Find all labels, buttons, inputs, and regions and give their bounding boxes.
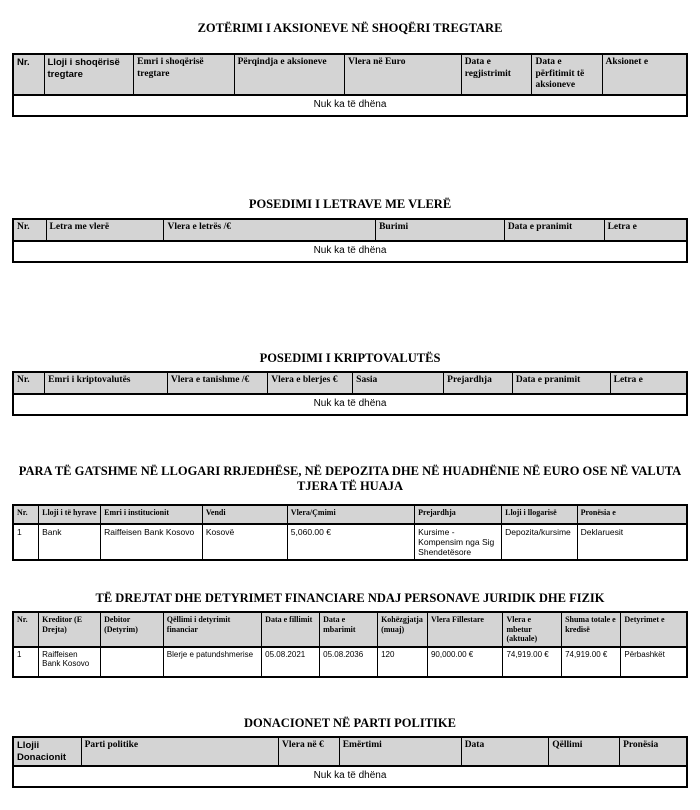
column-header-political-party: Parti politike: [81, 737, 278, 766]
header-row: [13, 612, 687, 647]
table-shares: [12, 53, 688, 117]
cell-debtor: [101, 647, 164, 677]
column-header-initial-value: Vlera Fillestare: [427, 612, 502, 647]
column-header-ownership: Pronësia: [620, 737, 687, 766]
no-data-cell: Nuk ka të dhëna: [13, 394, 687, 415]
column-header-donation-type: Llojii Donacionit: [13, 737, 81, 766]
table-securities: [12, 218, 688, 263]
cell-obligations: Përbashkët: [621, 647, 687, 677]
table-row: [13, 524, 687, 560]
column-header-total-credit: Shuma totale e kredisë: [562, 612, 621, 647]
column-header-end-date: Data e mbarimit: [320, 612, 378, 647]
no-data-row: [13, 766, 687, 787]
column-header-security-value: Vlera e letrës /€: [164, 219, 376, 241]
column-header-nr: Nr.: [13, 612, 39, 647]
column-header-account-type: Lloji i llogarisë: [502, 505, 577, 524]
column-header-nr: Nr.: [13, 54, 44, 95]
table-cash: [12, 504, 688, 561]
cell-total-credit: 74,919.00 €: [562, 647, 621, 677]
column-header-receipt-date: Data e pranimit: [512, 372, 610, 394]
column-header-current-value: Vlera e tanishme /€: [167, 372, 267, 394]
column-header-nr: Nr.: [13, 219, 46, 241]
column-header-value-euro: Vlera në Euro: [345, 54, 462, 95]
no-data-row: [13, 241, 687, 262]
column-header-quantity: Sasia: [353, 372, 444, 394]
column-header-purpose: Qëllimi: [549, 737, 620, 766]
header-row: [13, 54, 687, 95]
no-data-row: [13, 394, 687, 415]
column-header-income-type: Lloji i të hyrave: [39, 505, 101, 524]
cell-start-date: 05.08.2021: [262, 647, 320, 677]
table-liabilities: [12, 611, 688, 678]
column-header-nr: Nr.: [13, 372, 45, 394]
section-title-shares: ZOTËRIMI I AKSIONEVE NË SHOQËRI TREGTARE: [197, 21, 503, 35]
column-header-designation: Emërtimi: [339, 737, 461, 766]
no-data-cell: Nuk ka të dhëna: [13, 95, 687, 116]
cell-country: Kosovë: [202, 524, 287, 560]
cell-nr: 1: [13, 647, 39, 677]
column-header-debtor: Debitor (Detyrim): [101, 612, 164, 647]
cell-income-type: Bank: [39, 524, 101, 560]
column-header-crypto-name: Emri i kriptovalutës: [45, 372, 168, 394]
column-header-country: Vendi: [202, 505, 287, 524]
cell-end-date: 05.08.2036: [320, 647, 378, 677]
column-header-start-date: Data e fillimit: [262, 612, 320, 647]
column-header-origin: Prejardhja: [444, 372, 513, 394]
section-title-donations: DONACIONET NË PARTI POLITIKE: [244, 716, 456, 730]
column-header-origin: Prejardhja: [415, 505, 502, 524]
column-header-value-euro: Vlera në €: [279, 737, 340, 766]
column-header-company-type: Lloji i shoqërisë tregtare: [44, 54, 134, 95]
table-row: [13, 647, 687, 677]
column-header-date: Data: [461, 737, 549, 766]
header-row: [13, 219, 687, 241]
column-header-purchase-value: Vlera e blerjes €: [268, 372, 353, 394]
header-row: [13, 372, 687, 394]
header-row: [13, 737, 687, 766]
column-header-shares: Aksionet e: [602, 54, 687, 95]
column-header-receipt-date: Data e pranimit: [504, 219, 604, 241]
header-row: [13, 505, 687, 524]
cell-purpose: Blerje e patundshmerise: [163, 647, 261, 677]
column-header-remaining-value: Vlera e mbetur (aktuale): [503, 612, 562, 647]
cell-remaining-value: 74,919.00 €: [503, 647, 562, 677]
cell-account-type: Depozita/kursime: [502, 524, 577, 560]
section-title-crypto: POSEDIMI I KRIPTOVALUTËS: [259, 351, 441, 365]
cell-creditor: Raiffeisen Bank Kosovo: [39, 647, 101, 677]
column-header-purpose: Qëllimi i detyrimit financiar: [163, 612, 261, 647]
table-crypto: [12, 371, 688, 416]
column-header-institution: Emri i institucionit: [101, 505, 203, 524]
column-header-source: Burimi: [376, 219, 505, 241]
no-data-row: [13, 95, 687, 116]
column-header-obligations: Detyrimet e: [621, 612, 687, 647]
cell-initial-value: 90,000.00 €: [427, 647, 502, 677]
cell-ownership: Deklaruesit: [577, 524, 687, 560]
no-data-cell: Nuk ka të dhëna: [13, 241, 687, 262]
cell-value-price: 5,060.00 €: [287, 524, 414, 560]
column-header-duration: Kohëzgjatja (muaj): [378, 612, 428, 647]
no-data-cell: Nuk ka të dhëna: [13, 766, 687, 787]
column-header-acquisition-date: Data e përfitimit të aksioneve: [532, 54, 602, 95]
cell-duration: 120: [378, 647, 428, 677]
column-header-company-name: Emri i shoqërisë tregtare: [134, 54, 234, 95]
column-header-ownership: Pronësia e: [577, 505, 687, 524]
table-donations: [12, 736, 688, 788]
cell-origin: Kursime - Kompensim nga Sig Shendetësore: [415, 524, 502, 560]
column-header-security: Letra me vlerë: [46, 219, 164, 241]
column-header-value-price: Vlera/Çmimi: [287, 505, 414, 524]
section-title-liabilities: TË DREJTAT DHE DETYRIMET FINANCIARE NDAJ PERSONAVE JURIDIK DHE FIZIK: [95, 591, 605, 605]
section-title-cash: PARA TË GATSHME NË LLOGARI RRJEDHËSE, NË DEPOZITA DHE NË HUADHËNIE NË EURO OSE NË VALUTA TJERA TË HUAJA: [18, 464, 682, 493]
cell-institution: Raiffeisen Bank Kosovo: [101, 524, 203, 560]
column-header-creditor: Kreditor (E Drejta): [39, 612, 101, 647]
column-header-letter: Letra e: [610, 372, 687, 394]
column-header-letter: Letra e: [604, 219, 687, 241]
column-header-share-percent: Përqindja e aksioneve: [234, 54, 345, 95]
column-header-nr: Nr.: [13, 505, 39, 524]
cell-nr: 1: [13, 524, 39, 560]
column-header-registration-date: Data e regjistrimit: [461, 54, 532, 95]
section-title-securities: POSEDIMI I LETRAVE ME VLERË: [248, 197, 452, 211]
